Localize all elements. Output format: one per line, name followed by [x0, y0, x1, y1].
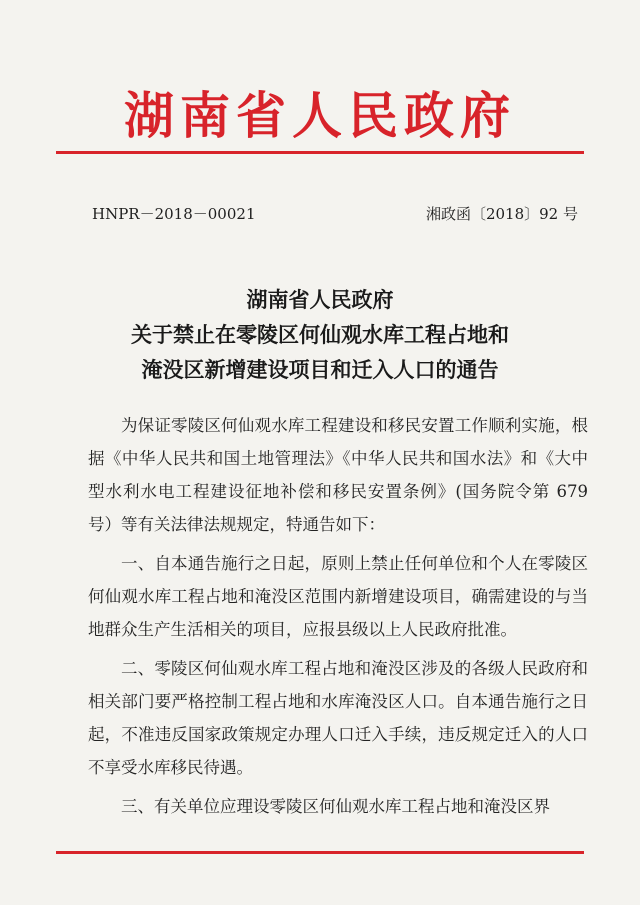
paragraph-item-1: 一、自本通告施行之日起，原则上禁止任何单位和个人在零陵区何仙观水库工程占地和淹没区范围内新增建设项目，确需建设的与当地群众生产生活相关的项目，应报县级以上人民政府批准。 — [88, 554, 588, 639]
title-line-1: 湖南省人民政府 — [246, 287, 394, 312]
title-line-2: 关于禁止在零陵区何仙观水库工程占地和 — [131, 322, 509, 347]
paragraph-item-2: 二、零陵区何仙观水库工程占地和淹没区涉及的各级人民政府和相关部门要严格控制工程占地和水库淹没区人口。自本通告施行之日起，不准违反国家政策规定办理人口迁入手续，违反规定迁入的人口不享受水库移民待遇。 — [88, 659, 588, 777]
document-number: 湘政函〔2018〕92 号 — [425, 205, 578, 223]
red-divider-bottom — [56, 851, 584, 854]
document-title — [60, 282, 580, 387]
issuing-authority-header: 湖南省人民政府 — [124, 86, 516, 145]
document-body — [88, 409, 588, 823]
paragraph-item-3: 三、有关单位应理设零陵区何仙观水库工程占地和淹没区界 — [121, 797, 550, 816]
document-meta — [92, 204, 578, 224]
paragraph-intro: 为保证零陵区何仙观水库工程建设和移民安置工作顺利实施，根据《中华人民共和国土地管理法》《中华人民共和国水法》和《大中型水利水电工程建设征地补偿和移民安置条例》(国务院令第 679 号）等有关法律法规规定，特通告如下： — [88, 416, 588, 534]
title-line-3: 淹没区新增建设项目和迁入人口的通告 — [141, 357, 499, 382]
red-divider-top — [56, 151, 584, 154]
document-code: HNPR－2018－00021 — [92, 205, 256, 223]
